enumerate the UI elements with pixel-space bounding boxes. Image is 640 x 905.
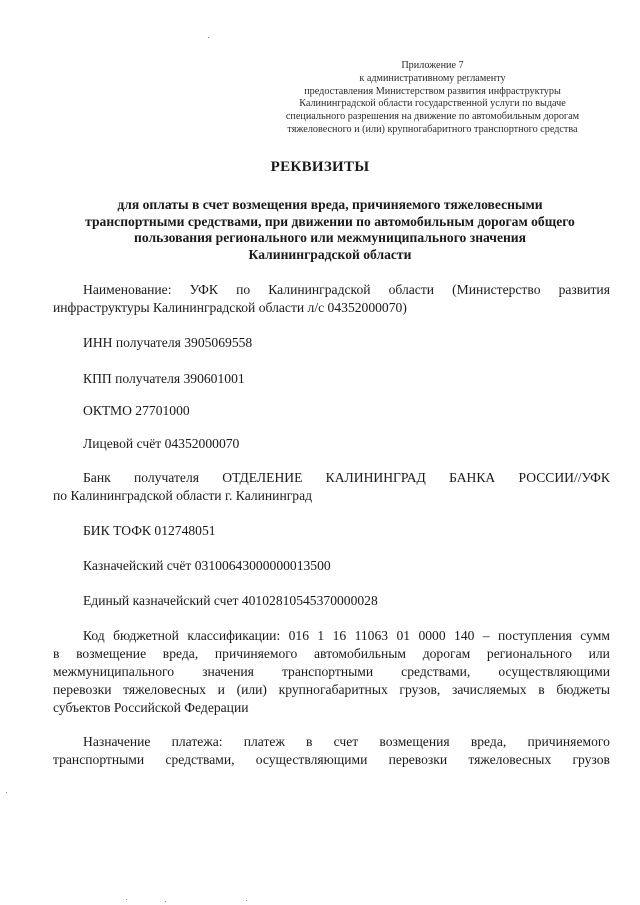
budget-code-line-3 <box>53 663 610 681</box>
word: (Министерство <box>452 282 541 297</box>
word: тяжеловесных <box>468 752 552 767</box>
payment-purpose-paragraph <box>53 733 610 769</box>
subtitle-line: пользования регионального или межмуниципального значения <box>134 230 526 245</box>
bank-line-2: по Калининградской области г. Калининград <box>53 488 313 503</box>
word: платеж <box>243 734 285 749</box>
word: средствами, <box>165 752 235 767</box>
word: причиняемого <box>527 734 610 749</box>
word: автомобильным <box>314 646 407 661</box>
word: классификации: <box>187 628 281 643</box>
word: платежа: <box>171 734 223 749</box>
word: 140 <box>454 628 475 643</box>
appendix-line: тяжеловесного и (или) крупногабаритного транспортного средства <box>287 123 578 135</box>
word: Код <box>83 628 105 643</box>
kpp-line: КПП получателя 390601001 <box>83 371 245 386</box>
scan-speck <box>126 899 127 900</box>
word: Банк <box>83 470 111 485</box>
word: 11063 <box>354 628 389 643</box>
word: УФК <box>189 282 218 297</box>
word: в <box>53 646 60 661</box>
word: (или) <box>236 682 267 697</box>
word: в <box>306 734 313 749</box>
word: перевозки <box>388 752 448 767</box>
word: крупногабаритных <box>278 682 388 697</box>
word: БАНКА <box>449 470 496 485</box>
word: получателя <box>133 470 199 485</box>
document-title: РЕКВИЗИТЫ <box>270 159 370 175</box>
document-subtitle <box>50 197 610 263</box>
word: возмещение <box>76 646 147 661</box>
word: КАЛИНИНГРАД <box>325 470 426 485</box>
word: Наименование: <box>83 282 172 297</box>
word: значения <box>202 664 254 679</box>
word: по <box>236 282 251 297</box>
word: Калининградской <box>268 282 371 297</box>
word: возмещения <box>379 734 450 749</box>
subtitle-line: Калининградской области <box>248 246 412 262</box>
appendix-line: Калининградской области государственной услуги по выдаче <box>299 98 566 110</box>
word: межмуниципального <box>53 664 175 679</box>
word: 16 <box>332 628 347 643</box>
word: 0000 <box>418 628 446 643</box>
word: счет <box>333 734 359 749</box>
word: грузов, <box>399 682 441 697</box>
word: Назначение <box>83 734 151 749</box>
word: транспортными <box>281 664 374 679</box>
subtitle-line: транспортными средствами, при движении по автомобильным дорогам общего <box>85 213 575 229</box>
payment-purpose-line-1 <box>53 733 610 751</box>
scan-speck <box>208 37 209 38</box>
word: средствами, <box>401 664 471 679</box>
appendix-header <box>255 60 610 137</box>
word: перевозки <box>53 682 112 697</box>
word: зачисляемых <box>451 682 527 697</box>
word: и <box>217 682 225 697</box>
word: вреда, <box>162 646 199 661</box>
unified-treasury-account-line: Единый казначейский счет 40102810545370000028 <box>83 593 378 608</box>
appendix-line: предоставления Министерством развития инфраструктуры <box>304 85 561 97</box>
personal-account-line: Лицевой счёт 04352000070 <box>83 436 240 451</box>
treasury-account-line: Казначейский счёт 03100643000000013500 <box>83 558 331 573</box>
scan-speck <box>6 792 7 793</box>
word: поступления <box>497 628 572 643</box>
appendix-line: к административному регламенту <box>359 72 506 84</box>
budget-code-line-1 <box>53 627 610 645</box>
word: или <box>588 646 610 661</box>
bik-line: БИК ТОФК 012748051 <box>83 523 216 538</box>
budget-code-paragraph <box>53 627 610 717</box>
appendix-line: специального разрешения на движение по автомобильным дорогам <box>285 111 580 123</box>
payment-purpose-line-2 <box>53 751 610 769</box>
word: 01 <box>396 628 411 643</box>
word: тяжеловесных <box>123 682 206 697</box>
word: РОССИИ//УФК <box>518 470 610 485</box>
word: области <box>388 282 435 297</box>
word: сумм <box>580 628 610 643</box>
word: 016 <box>288 628 310 643</box>
bank-line-1 <box>53 469 610 487</box>
appendix-line: Приложение 7 <box>401 60 464 71</box>
word: грузов <box>572 752 610 767</box>
word: осуществляющими <box>498 664 610 679</box>
budget-code-line-2 <box>53 645 610 663</box>
scan-speck <box>165 901 166 902</box>
word: регионального <box>486 646 572 661</box>
subtitle-line: для оплаты в счет возмещения вреда, причиняемого тяжеловесными <box>117 197 543 212</box>
word: развития <box>558 282 610 297</box>
word: вреда, <box>470 734 507 749</box>
word: бюджетной <box>113 628 179 643</box>
word: причиняемого <box>214 646 298 661</box>
word: дорогам <box>422 646 471 661</box>
oktmo-line: ОКТМО 27701000 <box>83 403 190 418</box>
recipient-name-line-1 <box>53 281 610 299</box>
word: бюджеты <box>556 682 610 697</box>
budget-code-line-4 <box>53 681 610 699</box>
budget-code-line-5: субъектов Российской Федерации <box>53 700 249 715</box>
recipient-name-paragraph <box>53 281 610 317</box>
word: – <box>482 628 490 643</box>
word: в <box>538 682 545 697</box>
scan-speck <box>246 900 247 901</box>
word: ОТДЕЛЕНИЕ <box>222 470 303 485</box>
word: транспортными <box>53 752 145 767</box>
word: 1 <box>317 628 325 643</box>
word: осуществляющими <box>255 752 368 767</box>
recipient-name-line-2: инфраструктуры Калининградской области л/с 04352000070) <box>53 300 407 315</box>
inn-line: ИНН получателя 3905069558 <box>83 335 253 350</box>
bank-paragraph <box>53 469 610 505</box>
